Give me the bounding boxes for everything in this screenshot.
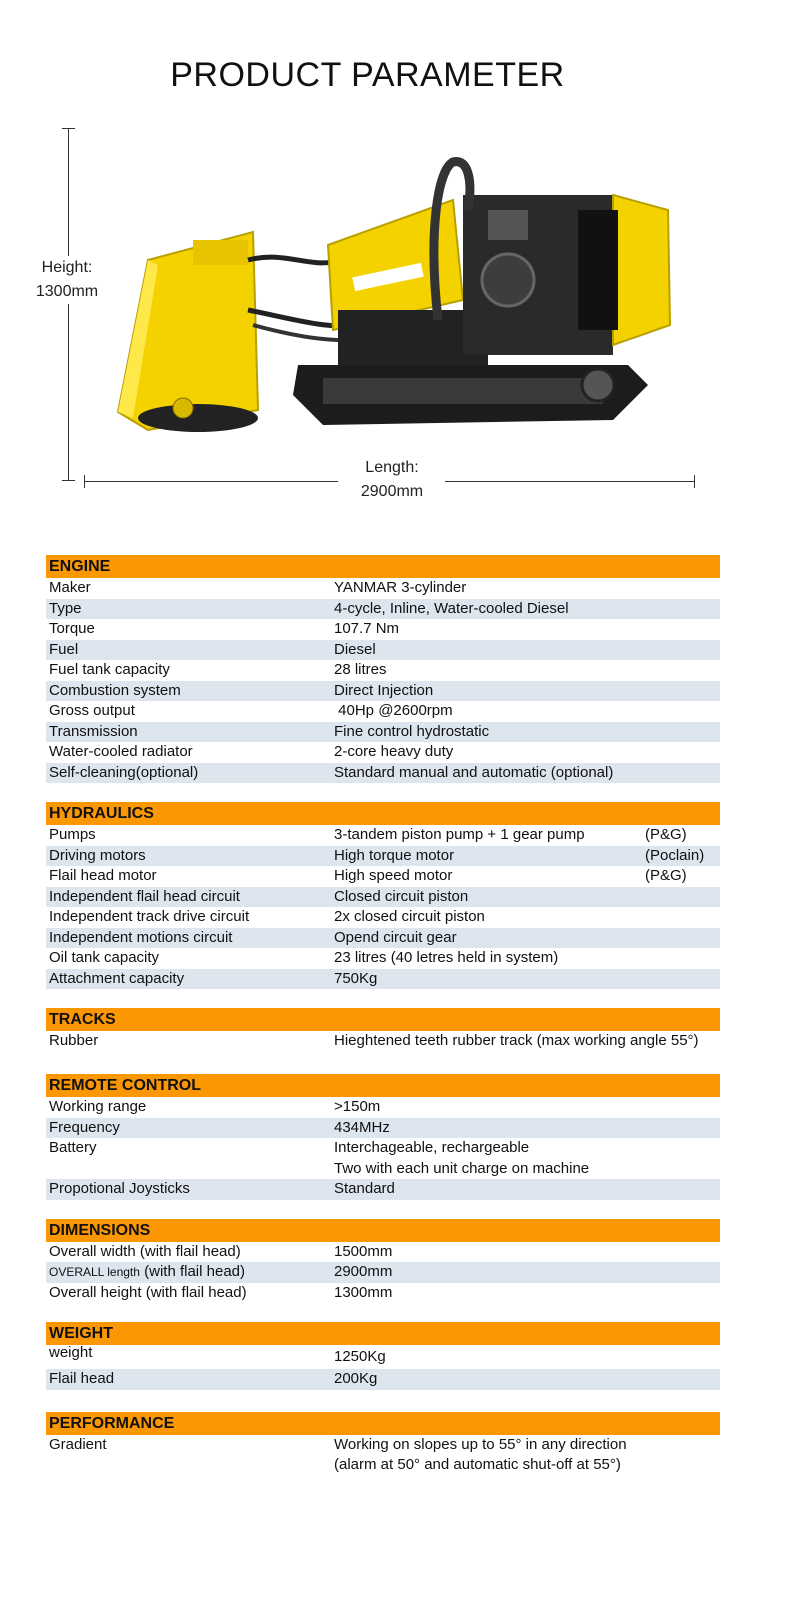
spec-value: Standard bbox=[334, 1180, 395, 1197]
spec-key: Independent track drive circuit bbox=[49, 908, 250, 925]
spec-value: >150m bbox=[334, 1098, 381, 1115]
section-header: HYDRAULICS bbox=[46, 802, 720, 825]
spec-value: Hieghtened teeth rubber track (max working angle 55°) bbox=[334, 1032, 699, 1049]
spec-value: 1250Kg bbox=[334, 1348, 386, 1365]
table-row bbox=[46, 1369, 720, 1390]
length-tick-left bbox=[84, 475, 85, 488]
table-row bbox=[46, 763, 720, 784]
length-tick-right bbox=[694, 475, 695, 488]
spec-key-caps: OVERALL length bbox=[49, 1265, 140, 1279]
spec-key: Independent flail head circuit bbox=[49, 887, 240, 905]
spec-value-line-2: Two with each unit charge on machine bbox=[334, 1159, 590, 1177]
table-row bbox=[46, 701, 720, 722]
spec-key: Type bbox=[49, 599, 82, 617]
spec-tables bbox=[46, 555, 720, 1495]
spec-value: Opend circuit gear bbox=[334, 928, 457, 946]
spec-value: Interchageable, rechargeable bbox=[334, 1139, 530, 1156]
spec-key: Torque bbox=[49, 620, 95, 637]
section-dimensions bbox=[46, 1219, 720, 1304]
section-header: ENGINE bbox=[46, 555, 720, 578]
section-engine bbox=[46, 555, 720, 783]
section-header: TRACKS bbox=[46, 1008, 720, 1031]
spec-value: 28 litres bbox=[334, 661, 387, 678]
table-row bbox=[46, 1283, 720, 1304]
table-row bbox=[46, 969, 720, 990]
table-row bbox=[46, 825, 720, 846]
spec-value: 40Hp @2600rpm bbox=[334, 702, 453, 719]
spec-key: Combustion system bbox=[49, 681, 181, 699]
table-row bbox=[46, 742, 720, 763]
spec-key: Gradient bbox=[49, 1435, 107, 1453]
spec-key: Working range bbox=[49, 1098, 147, 1115]
section-performance bbox=[46, 1412, 720, 1476]
spec-key: Water-cooled radiator bbox=[49, 743, 193, 760]
length-dimension-line-left bbox=[84, 481, 338, 482]
table-row bbox=[46, 599, 720, 620]
spec-key: (with flail head) bbox=[139, 1263, 245, 1280]
table-row bbox=[46, 1138, 720, 1179]
spec-key: weight bbox=[49, 1344, 93, 1361]
spec-key: Overall width (with flail head) bbox=[49, 1242, 241, 1260]
spec-key: Frequency bbox=[49, 1118, 120, 1136]
spec-value: 750Kg bbox=[334, 969, 378, 987]
spec-value: 3-tandem piston pump + 1 gear pump bbox=[334, 826, 585, 843]
table-row bbox=[46, 1242, 720, 1263]
spec-value: Diesel bbox=[334, 640, 376, 658]
spec-value: Direct Injection bbox=[334, 681, 434, 699]
section-header: PERFORMANCE bbox=[46, 1412, 720, 1435]
spec-brand: (P&G) bbox=[645, 867, 687, 884]
spec-key: Battery bbox=[49, 1139, 97, 1156]
section-hydraulics bbox=[46, 802, 720, 989]
height-label: Height: bbox=[41, 259, 93, 276]
spec-key: Oil tank capacity bbox=[49, 949, 160, 966]
spec-value: Closed circuit piston bbox=[334, 887, 469, 905]
spec-value: 434MHz bbox=[334, 1118, 390, 1136]
spec-key: Flail head bbox=[49, 1370, 115, 1387]
table-row bbox=[46, 1345, 720, 1369]
table-row bbox=[46, 846, 720, 867]
spec-value: 200Kg bbox=[334, 1370, 378, 1387]
spec-value: 23 litres (40 letres held in system) bbox=[334, 949, 559, 966]
table-row bbox=[46, 1097, 720, 1118]
table-row bbox=[46, 907, 720, 928]
height-tick-top bbox=[62, 128, 75, 129]
spec-value: Standard manual and automatic (optional) bbox=[334, 763, 614, 781]
table-row bbox=[46, 866, 720, 887]
spec-value: Working on slopes up to 55° in any direction bbox=[334, 1435, 627, 1453]
length-label-block bbox=[342, 456, 442, 504]
height-tick-bottom bbox=[62, 480, 75, 481]
section-header: WEIGHT bbox=[46, 1322, 720, 1345]
spec-value-line-2: (alarm at 50° and automatic shut-off at 55°) bbox=[334, 1456, 621, 1473]
table-row bbox=[46, 619, 720, 640]
spec-value: YANMAR 3-cylinder bbox=[334, 579, 467, 596]
table-row bbox=[46, 722, 720, 743]
spec-value: 107.7 Nm bbox=[334, 620, 400, 637]
section-weight bbox=[46, 1322, 720, 1390]
spec-key: Gross output bbox=[49, 702, 135, 719]
spec-key: Overall height (with flail head) bbox=[49, 1283, 247, 1301]
table-row bbox=[46, 1262, 720, 1283]
spec-value: High torque motor bbox=[334, 846, 455, 864]
spec-value: 1500mm bbox=[334, 1242, 393, 1260]
spec-key: Rubber bbox=[49, 1032, 99, 1049]
spec-key-group bbox=[49, 1262, 245, 1283]
table-row bbox=[46, 660, 720, 681]
spec-value: 2900mm bbox=[334, 1263, 393, 1280]
spec-key: Fuel bbox=[49, 640, 79, 658]
table-row bbox=[46, 640, 720, 661]
spec-value: 4-cycle, Inline, Water-cooled Diesel bbox=[334, 599, 569, 617]
height-value: 1300mm bbox=[35, 283, 99, 300]
spec-brand: (P&G) bbox=[645, 826, 687, 843]
spec-key: Transmission bbox=[49, 722, 138, 740]
section-tracks bbox=[46, 1008, 720, 1053]
table-row bbox=[46, 948, 720, 969]
table-row bbox=[46, 1435, 720, 1476]
table-row bbox=[46, 928, 720, 949]
flail-mower-image bbox=[108, 150, 688, 450]
section-remote-control bbox=[46, 1074, 720, 1200]
spec-value: 1300mm bbox=[334, 1283, 393, 1301]
spec-key: Fuel tank capacity bbox=[49, 661, 170, 678]
length-label: Length: bbox=[365, 459, 419, 476]
table-row bbox=[46, 578, 720, 599]
height-label-block bbox=[22, 256, 112, 304]
section-header: DIMENSIONS bbox=[46, 1219, 720, 1242]
spec-value: High speed motor bbox=[334, 867, 453, 884]
spec-value: 2-core heavy duty bbox=[334, 743, 454, 760]
table-row bbox=[46, 887, 720, 908]
spec-key: Driving motors bbox=[49, 846, 146, 864]
spec-key: Flail head motor bbox=[49, 867, 157, 884]
spec-key: Attachment capacity bbox=[49, 969, 185, 987]
length-dimension-line-right bbox=[445, 481, 695, 482]
length-value: 2900mm bbox=[360, 483, 424, 500]
spec-value: 2x closed circuit piston bbox=[334, 908, 485, 925]
spec-key: Maker bbox=[49, 579, 91, 596]
spec-key: Independent motions circuit bbox=[49, 928, 233, 946]
spec-key: Self-cleaning(optional) bbox=[49, 763, 199, 781]
table-row bbox=[46, 681, 720, 702]
table-row bbox=[46, 1179, 720, 1200]
spec-key: Propotional Joysticks bbox=[49, 1180, 190, 1197]
spec-brand: (Poclain) bbox=[645, 846, 705, 864]
spec-value: Fine control hydrostatic bbox=[334, 722, 490, 740]
page-title: PRODUCT PARAMETER bbox=[170, 56, 565, 94]
table-row bbox=[46, 1031, 720, 1053]
height-dimension-line bbox=[68, 128, 69, 480]
section-header: REMOTE CONTROL bbox=[46, 1074, 720, 1097]
table-row bbox=[46, 1118, 720, 1139]
spec-key: Pumps bbox=[49, 826, 96, 843]
